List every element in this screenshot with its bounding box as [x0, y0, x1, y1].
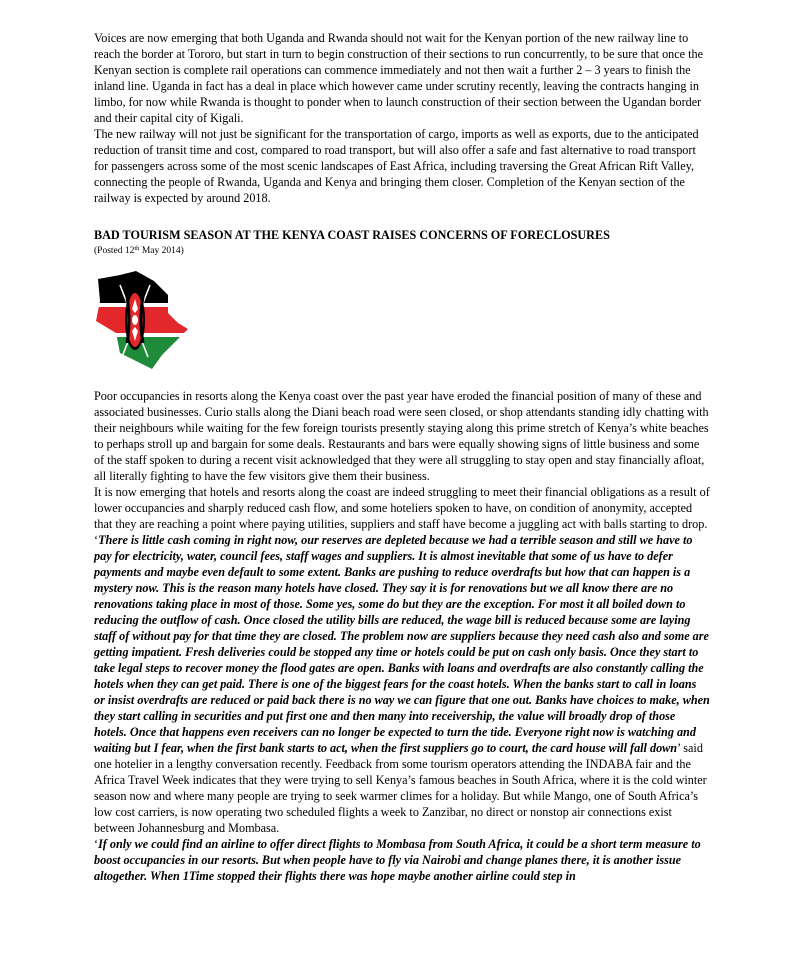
intro-paragraph-1: Voices are now emerging that both Uganda and Rwanda should not wait for the Kenyan portion of the new railway line to reach the border at Tororo, but start in turn to begin construction of their sections to run concurrently, to be sure that once the Kenyan section is complete rail operations can commence immediately and not then wait a further 2 – 3 years to finish the inland line. Uganda in fact has a deal in place which however came under scrutiny recently, leaving the contracts hanging in limbo, for now while Rwanda is thought to ponder when to launch construction of their section between the Ugandan border and their capital city of Kigali. [94, 31, 704, 125]
article-paragraph-3: ‘If only we could find an airline to offer direct flights to Mombasa from South Africa, it could be a short term measure to boost occupancies in our resorts. But when people have to fly via Nairobi and change planes there, it is another issue altogether. When 1Time stopped their flights there was hope maybe another airline could step in [94, 837, 701, 883]
article-paragraph-2: It is now emerging that hotels and resorts along the coast are indeed struggling to meet their financial obligations as a result of lower occupancies and sharply reduced cash flow, and some hoteliers spoken to have, on condition of anonymity, accepted that they are reaching a point where paying utilities, suppliers and staff have become a juggling act with balls starting to drop. ‘There is little cash coming in right now, our reserves are depleted because we had a terrible season and still we have to pay for electricity, water, council fees, staff wages and suppliers. It is almost inevitable that some of us have to defer payments and maybe even default to some extent. Banks are pushing to reduce overdrafts but how that can happen is a mystery now. This is the reason many hotels have closed. They say it is for renovations but we all know there are no renovations taking place in most of those. Some yes, some do but they are the exception. For most it all boiled down to reducing the outflow of cash. Once closed the utility bills are reduced, the wage bill is reduced because some are laying staff of without pay for that time they are closed. The problem now are suppliers because they need cash also and some are getting impatient. Fresh deliveries could be stopped any time or hotels could be put on cash only basis. Once they start to take legal steps to recover money the flood gates are open. Banks with loans and overdrafts are also constantly calling the hotels when they can get paid. There is one of the biggest fears for the coast hotels. When the banks start to call in loans or insist overdrafts are reduced or paid back there is no way we can figure that one out. Banks have choices to make, when they start calling in securities and put first one and then many into receivership, the value will broadly drop of those hotels. Once that happens even receivers can no longer be expected to turn the tide. Everyone right now is watching and waiting but I fear, when the first bank starts to act, when the first suppliers go to court, the card house will fall down’ said one hotelier in a lengthy conversation recently. Feedback from some tourism operators attending the INDABA fair and the Africa Travel Week indicates that they were trying to sell Kenya’s famous beaches in South Africa, where it is the cold winter season now and where many people are trying to seek warmer climes for a holiday. But while Mango, one of South Africa’s low cost carriers, is now operating two scheduled flights a week to Zanzibar, no direct or nonstop air connections exist between Johannesburg and Mombasa. [94, 485, 710, 835]
kenya-flag-map-icon [96, 269, 188, 369]
posted-date: (Posted 12th May 2014) [94, 245, 184, 256]
intro-paragraph-2: The new railway will not just be significant for the transportation of cargo, imports as well as exports, due to the anticipated reduction of transit time and cost, compared to road transport, but will also offer a safe and fast alternative to road transport for passengers across some of the most scenic landscapes of East Africa, including traversing the Great African Rift Valley, connecting the people of Rwanda, Uganda and Kenya and bringing them closer. Completion of the Kenyan section of the railway is expected by around 2018. [94, 127, 699, 205]
article-paragraph-1: Poor occupancies in resorts along the Kenya coast over the past year have eroded the financial position of many of these and associated businesses. Curio stalls along the Diani beach road were seen closed, or shop attendants standing idly chatting with their neighbours while waiting for the few foreign tourists presently staying along this prime stretch of Kenya’s white beaches to perhaps stroll up and bargain for some deals. Restaurants and bars were equally showing signs of little business and some of the staff spoken to during a recent visit acknowledged that they were all struggling to stay open and stay financially afloat, all literally fighting to have the few visitors give them their business. [94, 389, 709, 483]
hotelier-quote-2: If only we could find an airline to offer direct flights to Mombasa from South Africa, it could be a short term measure to boost occupancies in our resorts. But when people have to fly via Nairobi and change planes there, it is another issue altogether. When 1Time stopped their flights there was hope maybe another airline could step in [94, 837, 701, 883]
document-page [94, 30, 710, 884]
article-headline: BAD TOURISM SEASON AT THE KENYA COAST RAISES CONCERNS OF FORECLOSURES [94, 228, 610, 242]
hotelier-quote: There is little cash coming in right now, our reserves are depleted because we had a terrible season and still we have to pay for electricity, water, council fees, staff wages and suppliers. It is almost inevitable that some of us have to defer payments and maybe even default to some extent. Banks are pushing to reduce overdrafts but how that can happen is a mystery now. This is the reason many hotels have closed. They say it is for renovations but we all know there are no renovations taking place in most of those. Some yes, some do but they are the exception. For most it all boiled down to reducing the outflow of cash. Once closed the utility bills are reduced, the wage bill is reduced because some are laying staff of without pay for that time they are closed. The problem now are suppliers because they need cash also and some are getting impatient. Fresh deliveries could be stopped any time or hotels could be put on cash only basis. Once they start to take legal steps to recover money the flood gates are open. Banks with loans and overdrafts are also constantly calling the hotels when they can get paid. There is one of the biggest fears for the coast hotels. When the banks start to call in loans or insist overdrafts are reduced or paid back there is no way we can figure that one out. Banks have choices to make, when they start calling in securities and put first one and then many into receivership, the value will broadly drop of those hotels. Once that happens even receivers can no longer be expected to turn the tide. Everyone right now is watching and waiting but I fear, when the first bank starts to act, when the first suppliers go to court, the card house will fall down [94, 533, 710, 755]
